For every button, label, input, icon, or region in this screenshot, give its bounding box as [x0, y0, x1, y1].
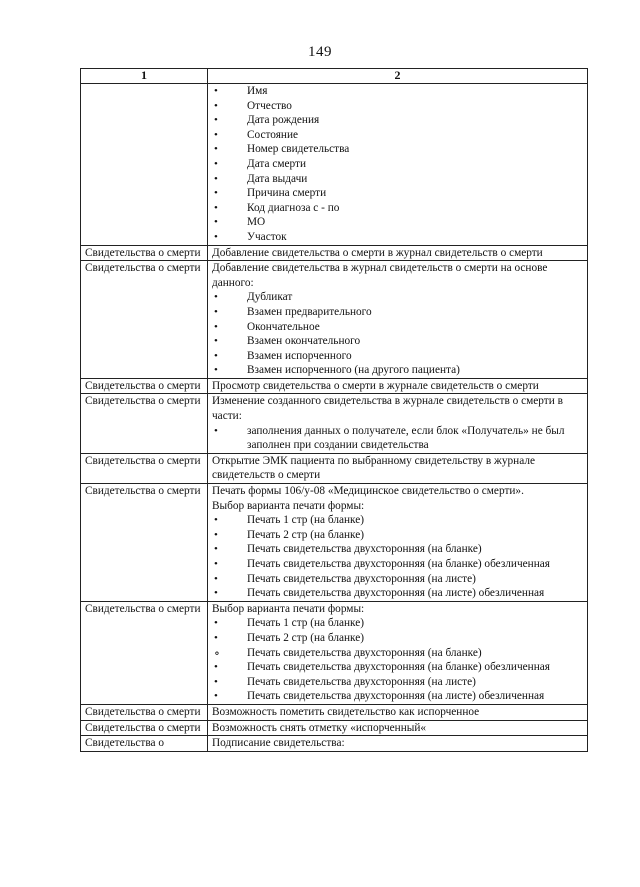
row-description-cell — [208, 601, 588, 704]
column-header-2: 2 — [208, 69, 588, 84]
list-item: • Печать 2 стр (на бланке) — [212, 631, 584, 646]
table-row — [81, 378, 588, 394]
row-name-cell: Свидетельства о смерти — [81, 245, 208, 261]
list-item: • Печать 1 стр (на бланке) — [212, 513, 584, 528]
row-intro-text-2: Выбор варианта печати формы: — [212, 499, 365, 512]
list-item: • Печать свидетельства двухсторонняя (на листе) — [212, 572, 584, 587]
list-item: • Печать 2 стр (на бланке) — [212, 528, 584, 543]
table-row — [81, 261, 588, 379]
list-item: • Дата рождения — [212, 113, 584, 128]
list-item: • Участок — [212, 230, 584, 245]
row-name-cell: Свидетельства о смерти — [81, 394, 208, 453]
row-description-cell: Возможность снять отметку «испорченный« — [208, 720, 588, 736]
row-description-cell — [208, 484, 588, 602]
list-item: ∘ Печать свидетельства двухсторонняя (на бланке) — [212, 646, 584, 661]
list-item: • Взамен окончательного — [212, 334, 584, 349]
table-row — [81, 394, 588, 453]
list-item: • заполнения данных о получателе, если блок «Получатель» не был заполнен при создании свидетельства — [212, 424, 584, 453]
list-item: • Код диагноза с - по — [212, 201, 584, 216]
row-name-cell: Свидетельства о смерти — [81, 720, 208, 736]
row-name-cell: Свидетельства о смерти — [81, 453, 208, 483]
table-row — [81, 453, 588, 483]
requirements-table — [80, 68, 588, 752]
row-description-cell — [208, 84, 588, 246]
row-intro-text: Печать формы 106/у-08 «Медицинское свидетельство о смерти». — [212, 485, 524, 498]
list-item: • Взамен испорченного (на другого пациента) — [212, 363, 584, 378]
table-row — [81, 84, 588, 246]
list-item: • Отчество — [212, 99, 584, 114]
row-intro-text: Выбор варианта печати формы: — [212, 602, 365, 615]
row-description-cell — [208, 394, 588, 453]
row-description-cell: Подписание свидетельства: — [208, 736, 588, 752]
row-name-cell: Свидетельства о смерти — [81, 484, 208, 602]
list-item: • Номер свидетельства — [212, 142, 584, 157]
row-name-cell: Свидетельства о смерти — [81, 601, 208, 704]
row-name-cell: Свидетельства о смерти — [81, 261, 208, 379]
row-name-cell — [81, 84, 208, 246]
page-number: 149 — [308, 44, 332, 60]
column-header-1: 1 — [81, 69, 208, 84]
list-item: • Дубликат — [212, 290, 584, 305]
list-item: • Печать 1 стр (на бланке) — [212, 616, 584, 631]
table-row — [81, 484, 588, 602]
row-description-cell: Просмотр свидетельства о смерти в журнале свидетельств о смерти — [208, 378, 588, 394]
row-description-cell: Добавление свидетельства о смерти в журнал свидетельств о смерти — [208, 245, 588, 261]
row-description-cell: Возможность пометить свидетельство как испорченное — [208, 704, 588, 720]
list-item: • Печать свидетельства двухсторонняя (на бланке) — [212, 542, 584, 557]
row-description-cell — [208, 261, 588, 379]
list-item: • Причина смерти — [212, 186, 584, 201]
list-item: • Печать свидетельства двухсторонняя (на бланке) обезличенная — [212, 660, 584, 675]
row-name-cell: Свидетельства о — [81, 736, 208, 752]
table-row — [81, 704, 588, 720]
list-item: • Печать свидетельства двухсторонняя (на листе) обезличенная — [212, 689, 584, 704]
table-row — [81, 736, 588, 752]
list-item: • Печать свидетельства двухсторонняя (на бланке) обезличенная — [212, 557, 584, 572]
row-intro-text: Изменение созданного свидетельства в журнале свидетельств о смерти в части: — [212, 395, 563, 423]
list-item: • Печать свидетельства двухсторонняя (на листе) — [212, 675, 584, 690]
table-row — [81, 720, 588, 736]
list-item: • Взамен испорченного — [212, 349, 584, 364]
list-item: • Дата смерти — [212, 157, 584, 172]
row-intro-text: Добавление свидетельства в журнал свидетельств о смерти на основе данного: — [212, 262, 548, 289]
list-item: • Состояние — [212, 128, 584, 143]
row-description-cell: Открытие ЭМК пациента по выбранному свидетельству в журнале свидетельств о смерти — [208, 453, 588, 483]
list-item: • Печать свидетельства двухсторонняя (на листе) обезличенная — [212, 586, 584, 601]
table-header-row — [81, 69, 588, 84]
list-item: • Взамен предварительного — [212, 305, 584, 320]
table-row — [81, 601, 588, 704]
list-item: • Имя — [212, 84, 584, 99]
list-item: • Дата выдачи — [212, 172, 584, 187]
row-name-cell: Свидетельства о смерти — [81, 704, 208, 720]
list-item: • Окончательное — [212, 320, 584, 335]
list-item: • МО — [212, 215, 584, 230]
row-name-cell: Свидетельства о смерти — [81, 378, 208, 394]
table-row — [81, 245, 588, 261]
